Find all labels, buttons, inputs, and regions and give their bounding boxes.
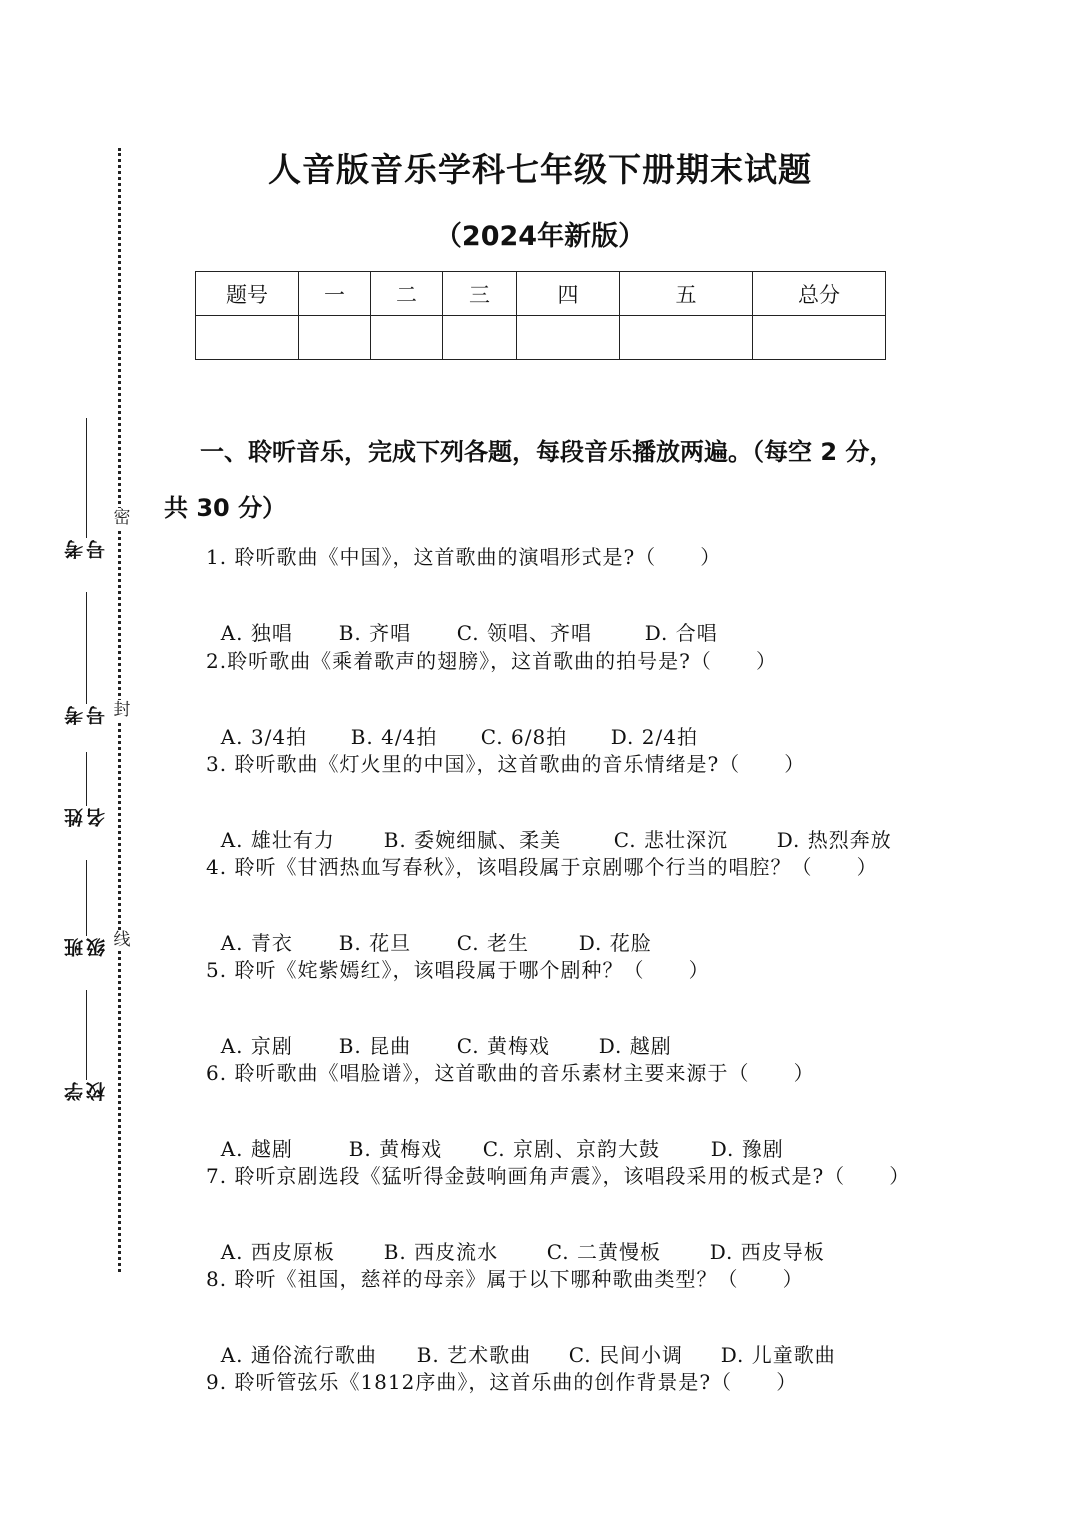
question-7: 7. 聆听京剧选段《猛听得金鼓响画角声震》，该唱段采用的板式是?（ ） (206, 1164, 911, 1188)
option-d[interactable]: D. 越剧 (598, 1034, 672, 1058)
question-7-options (206, 1212, 825, 1265)
page-subtitle: （2024年新版） (434, 221, 646, 252)
option-b[interactable]: B. 昆曲 (338, 1034, 412, 1058)
score-value-cell[interactable] (620, 316, 753, 360)
score-header-cell: 二 (371, 272, 443, 316)
question-3-options (206, 800, 892, 853)
option-c[interactable]: C. 悲壮深沉 (613, 828, 729, 852)
option-c[interactable]: C. 二黄慢板 (546, 1240, 662, 1264)
score-value-cell[interactable] (196, 316, 299, 360)
question-4: 4. 聆听《甘洒热血写春秋》，该唱段属于京剧哪个行当的唱腔？（ ） (206, 855, 878, 879)
option-a[interactable]: A. 通俗流行歌曲 (220, 1343, 377, 1367)
question-9: 9. 聆听管弦乐《1812序曲》，这首乐曲的创作背景是?（ ） (206, 1370, 798, 1394)
option-b[interactable]: B. 艺术歌曲 (416, 1343, 532, 1367)
question-1: 1. 聆听歌曲《中国》，这首歌曲的演唱形式是?（ ） (206, 545, 722, 569)
option-d[interactable]: D. 西皮导板 (709, 1240, 825, 1264)
option-a[interactable]: A. 独唱 (220, 621, 293, 645)
option-d[interactable]: D. 热烈奔放 (776, 828, 892, 852)
option-b[interactable]: B. 花旦 (338, 931, 412, 955)
option-c[interactable]: C. 民间小调 (568, 1343, 684, 1367)
score-table-header-row (196, 272, 886, 316)
option-b[interactable]: B. 西皮流水 (383, 1240, 499, 1264)
score-value-cell[interactable] (517, 316, 620, 360)
seal-char-xian: 线 (113, 930, 131, 950)
option-c[interactable]: C. 6/8拍 (480, 725, 568, 749)
score-header-cell: 总分 (753, 272, 886, 316)
score-value-cell[interactable] (753, 316, 886, 360)
score-header-cell: 三 (443, 272, 517, 316)
option-c[interactable]: C. 老生 (456, 931, 530, 955)
score-value-cell[interactable] (371, 316, 443, 360)
seal-char-mi: 密 (113, 508, 131, 528)
option-b[interactable]: B. 委婉细腻、柔美 (383, 828, 562, 852)
score-header-cell: 题号 (196, 272, 299, 316)
option-a[interactable]: A. 青衣 (220, 931, 293, 955)
option-c[interactable]: C. 京剧、京韵大鼓 (482, 1137, 661, 1161)
score-value-cell[interactable] (443, 316, 517, 360)
option-b[interactable]: B. 黄梅戏 (348, 1137, 443, 1161)
option-b[interactable]: B. 4/4拍 (350, 725, 438, 749)
question-5: 5. 聆听《姹紫嫣红》，该唱段属于哪个剧种？（ ） (206, 958, 710, 982)
option-a[interactable]: A. 西皮原板 (220, 1240, 335, 1264)
option-a[interactable]: A. 雄壮有力 (220, 828, 335, 852)
score-table (195, 271, 886, 360)
question-2: 2.聆听歌曲《乘着歌声的翅膀》，这首歌曲的拍号是?（ ） (206, 649, 777, 673)
score-header-cell: 五 (620, 272, 753, 316)
option-a[interactable]: A. 3/4拍 (220, 725, 308, 749)
question-5-options (206, 1006, 672, 1059)
score-table-value-row (196, 316, 886, 360)
option-d[interactable]: D. 合唱 (644, 621, 718, 645)
option-d[interactable]: D. 2/4拍 (610, 725, 698, 749)
question-8: 8. 聆听《祖国，慈祥的母亲》属于以下哪种歌曲类型？（ ） (206, 1267, 804, 1291)
option-c[interactable]: C. 黄梅戏 (456, 1034, 551, 1058)
question-8-options (206, 1315, 836, 1368)
option-a[interactable]: A. 京剧 (220, 1034, 293, 1058)
section-heading-line1: 一、聆听音乐，完成下列各题，每段音乐播放两遍。（每空 2 分， (200, 438, 894, 466)
option-d[interactable]: D. 豫剧 (710, 1137, 784, 1161)
option-d[interactable]: D. 儿童歌曲 (720, 1343, 836, 1367)
question-6: 6. 聆听歌曲《唱脸谱》，这首歌曲的音乐素材主要来源于（ ） (206, 1061, 815, 1085)
question-1-options (206, 593, 718, 646)
section-heading-line2: 共 30 分） (164, 494, 287, 522)
score-header-cell: 四 (517, 272, 620, 316)
option-a[interactable]: A. 越剧 (220, 1137, 293, 1161)
option-d[interactable]: D. 花脸 (578, 931, 652, 955)
option-c[interactable]: C. 领唱、齐唱 (456, 621, 593, 645)
question-4-options (206, 903, 652, 956)
page-title: 人音版音乐学科七年级下册期末试题 (268, 150, 812, 189)
score-value-cell[interactable] (299, 316, 371, 360)
question-2-options (206, 697, 698, 750)
question-6-options (206, 1109, 784, 1162)
score-header-cell: 一 (299, 272, 371, 316)
option-b[interactable]: B. 齐唱 (338, 621, 412, 645)
seal-char-feng: 封 (113, 700, 131, 720)
question-3: 3. 聆听歌曲《灯火里的中国》，这首歌曲的音乐情绪是?（ ） (206, 752, 806, 776)
